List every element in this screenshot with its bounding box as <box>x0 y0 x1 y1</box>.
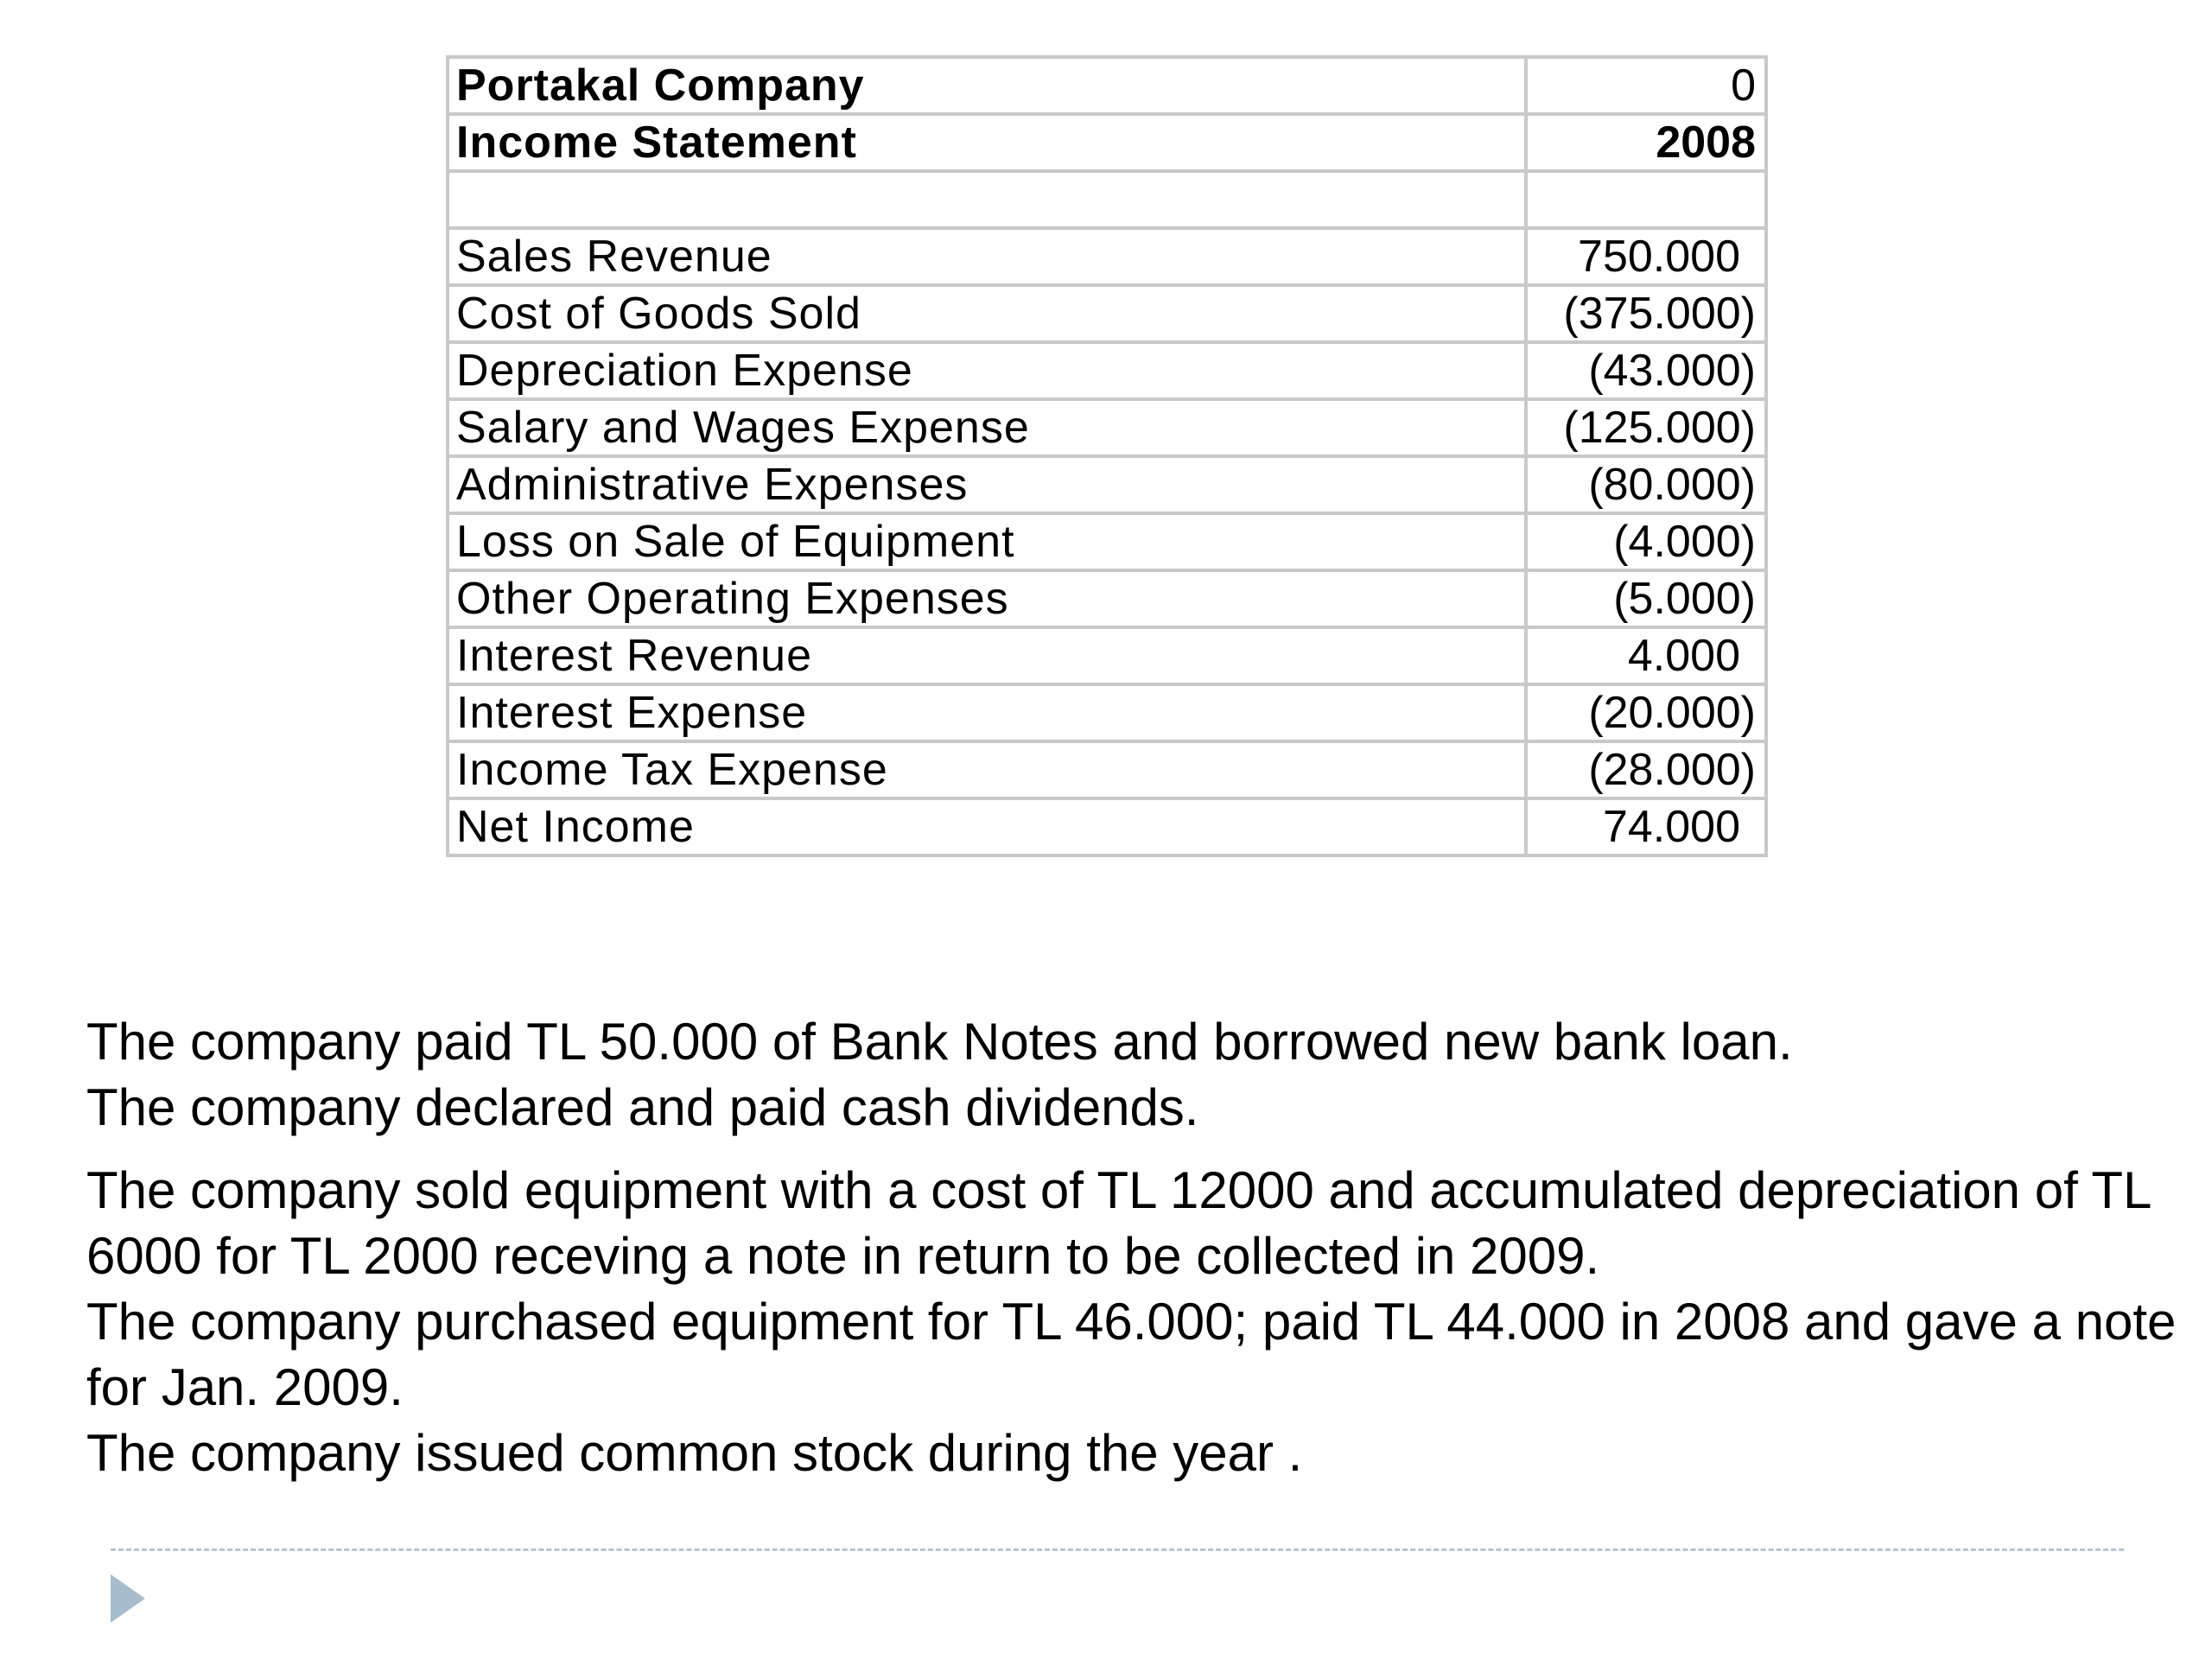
line-item-label: Cost of Goods Sold <box>448 285 1526 342</box>
blank-label-cell <box>448 171 1526 228</box>
line-item-label: Interest Revenue <box>448 627 1526 684</box>
statement-year: 2008 <box>1526 114 1766 171</box>
note-paragraph: The company issued common stock during the year . <box>86 1424 1303 1482</box>
line-item-label: Administrative Expenses <box>448 456 1526 513</box>
line-item-value: 750.000 <box>1526 228 1766 285</box>
table-row <box>448 342 1766 399</box>
table-row-company <box>448 57 1766 114</box>
table-row <box>448 627 1766 684</box>
income-statement-table <box>446 55 1768 857</box>
line-item-value: (43.000) <box>1526 342 1766 399</box>
net-income-label: Net Income <box>448 798 1526 855</box>
company-name: Portakal Company <box>448 57 1526 114</box>
table-row <box>448 570 1766 627</box>
line-item-value: (28.000) <box>1526 741 1766 798</box>
notes-group-b <box>86 1158 2195 1486</box>
company-value: 0 <box>1526 57 1766 114</box>
line-item-value: 4.000 <box>1526 627 1766 684</box>
table-row <box>448 741 1766 798</box>
line-item-label: Sales Revenue <box>448 228 1526 285</box>
line-item-value: (125.000) <box>1526 399 1766 456</box>
line-item-label: Loss on Sale of Equipment <box>448 513 1526 570</box>
line-item-value: (375.000) <box>1526 285 1766 342</box>
note-paragraph: The company purchased equipment for TL 46.000; paid TL 44.000 in 2008 and gave a note for Jan. 2009. <box>86 1293 2177 1416</box>
line-item-label: Income Tax Expense <box>448 741 1526 798</box>
table-row <box>448 684 1766 741</box>
net-income-value: 74.000 <box>1526 798 1766 855</box>
table-row <box>448 285 1766 342</box>
table-row-statement-title <box>448 114 1766 171</box>
table-row <box>448 456 1766 513</box>
line-item-value: (80.000) <box>1526 456 1766 513</box>
table-row <box>448 228 1766 285</box>
line-item-label: Salary and Wages Expense <box>448 399 1526 456</box>
note-paragraph: The company declared and paid cash dividends. <box>86 1078 1199 1136</box>
line-item-label: Other Operating Expenses <box>448 570 1526 627</box>
line-item-value: (4.000) <box>1526 513 1766 570</box>
table-row <box>448 513 1766 570</box>
table-row-net-income <box>448 798 1766 855</box>
line-item-label: Depreciation Expense <box>448 342 1526 399</box>
line-item-value: (5.000) <box>1526 570 1766 627</box>
note-paragraph: The company sold equipment with a cost of TL 12000 and accumulated depreciation of TL 6000 for TL 2000 receving a note in return to be collected in 2009. <box>86 1161 2151 1285</box>
notes-group-a <box>86 1009 2195 1141</box>
table-row-blank <box>448 171 1766 228</box>
note-paragraph: The company paid TL 50.000 of Bank Notes and borrowed new bank loan. <box>86 1013 1793 1071</box>
line-item-label: Interest Expense <box>448 684 1526 741</box>
triangle-bullet-icon <box>111 1574 145 1623</box>
footer-divider <box>111 1548 2124 1551</box>
table-row <box>448 399 1766 456</box>
line-item-value: (20.000) <box>1526 684 1766 741</box>
blank-value-cell <box>1526 171 1766 228</box>
statement-title: Income Statement <box>448 114 1526 171</box>
